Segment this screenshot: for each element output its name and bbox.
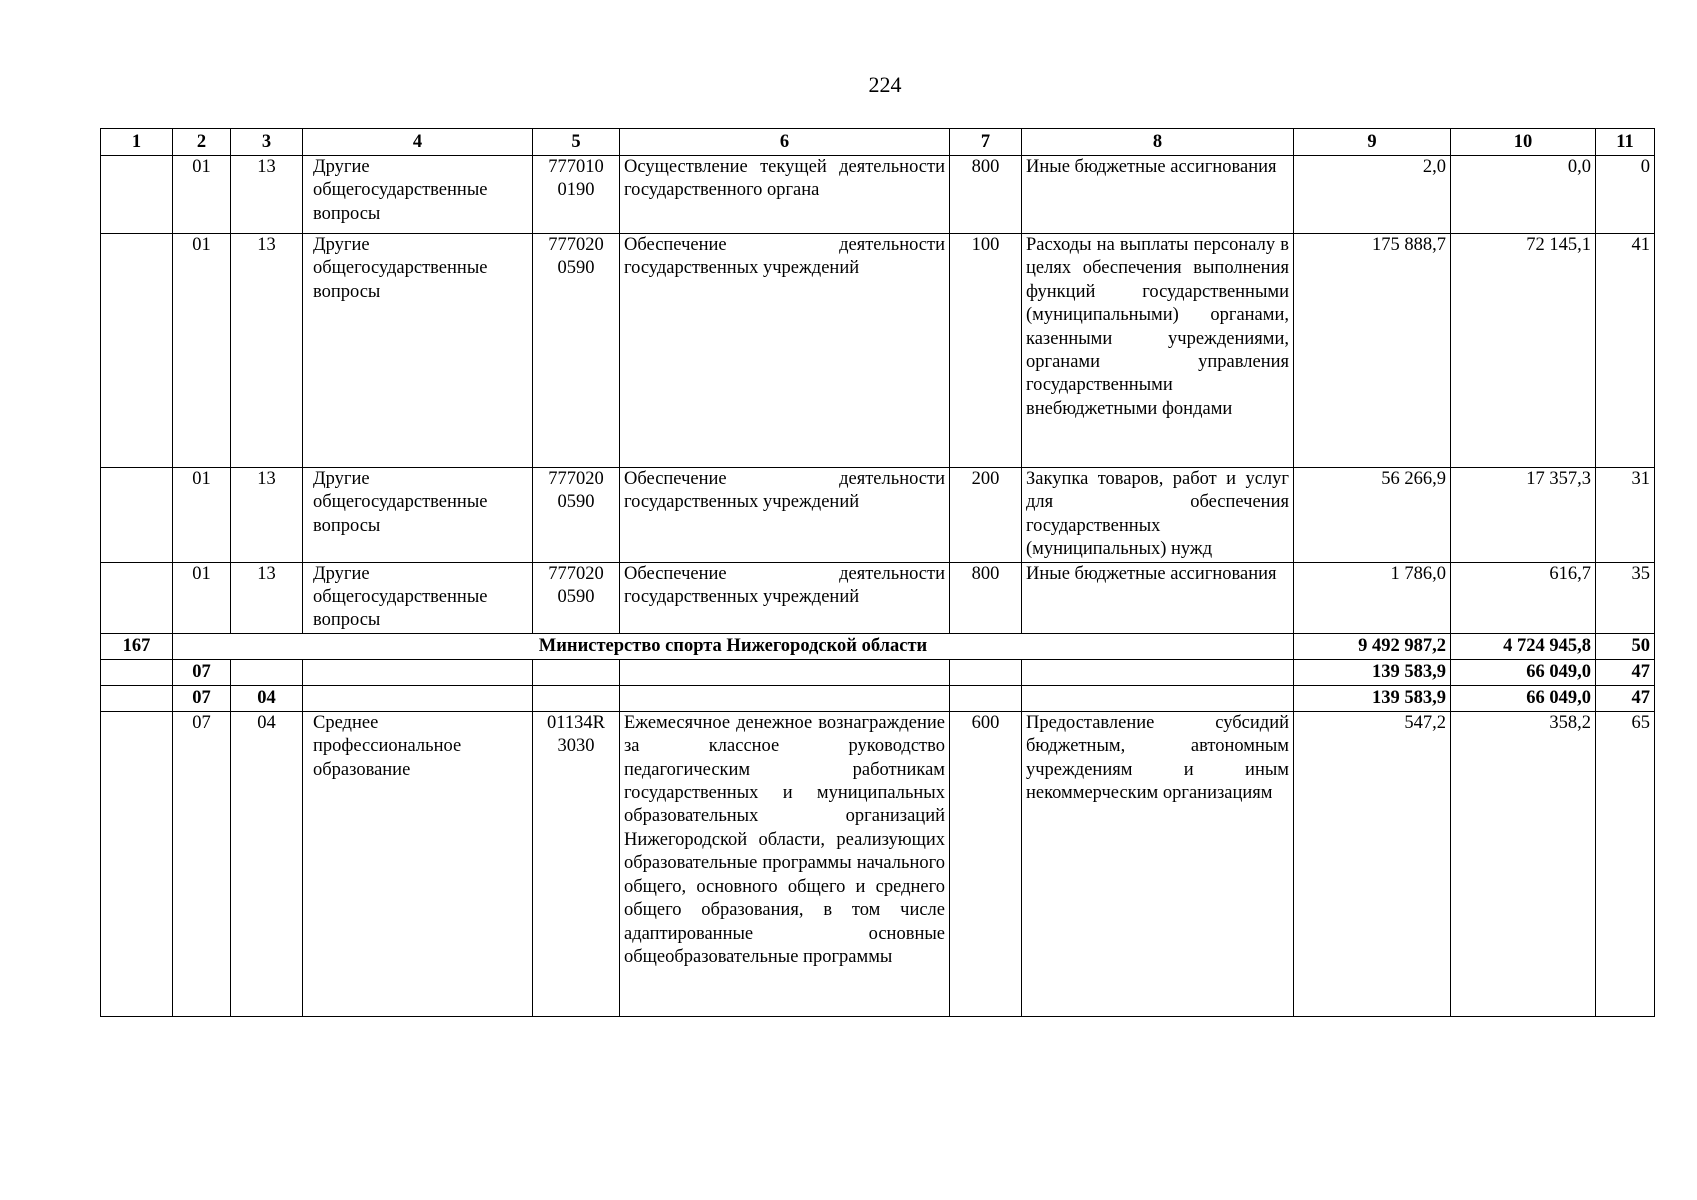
col-header-3: 3 [231,129,303,156]
cell-value-11: 65 [1596,711,1655,1016]
cell-expense-type: 200 [950,468,1022,563]
col-header-9: 9 [1294,129,1451,156]
cell-section: 01 [173,562,231,633]
cell-col1 [101,234,173,468]
col-header-11: 11 [1596,129,1655,156]
page-number: 224 [868,72,902,97]
cell-subsection-name: Другие общегосударственные вопросы [303,234,533,468]
cell-expense-type [950,659,1022,685]
cell-col1 [101,659,173,685]
cell-expense-type: 800 [950,156,1022,234]
cell-target-name [620,685,950,711]
cell-target-name: Обеспечение деятельности государственных учреждений [620,562,950,633]
cell-target-code: 777020 0590 [533,468,620,563]
cell-expense-type-name: Иные бюджетные ассигнования [1022,562,1294,633]
cell-section: 01 [173,156,231,234]
cell-expense-type: 600 [950,711,1022,1016]
col-header-4: 4 [303,129,533,156]
cell-subsection: 04 [231,685,303,711]
col-header-8: 8 [1022,129,1294,156]
cell-value-9: 2,0 [1294,156,1451,234]
cell-value-11: 47 [1596,659,1655,685]
cell-target-name: Обеспечение деятельности государственных учреждений [620,468,950,563]
cell-target-name: Осуществление текущей деятельности государственного органа [620,156,950,234]
cell-subsection-name [303,659,533,685]
cell-value-11: 41 [1596,234,1655,468]
cell-expense-type-name: Расходы на выплаты персоналу в целях обеспечения выполнения функций государственными (муниципальными) органами, казенными учреждениями, органами управления государственными внебюджетными фондами [1022,234,1294,468]
cell-section: 01 [173,234,231,468]
ministry-code: 167 [101,633,173,659]
cell-value-9: 1 786,0 [1294,562,1451,633]
cell-value-10: 4 724 945,8 [1451,633,1596,659]
cell-section: 07 [173,659,231,685]
cell-target-name: Ежемесячное денежное вознаграждение за классное руководство педагогическим работникам государственных и муниципальных образовательных организаций Нижегородской области, реализующих образовательные программы начального общего, основного общего и среднего общего образования, в том числе адаптированные основные общеобразовательные программы [620,711,950,1016]
cell-target-name: Обеспечение деятельности государственных учреждений [620,234,950,468]
cell-value-11: 47 [1596,685,1655,711]
cell-subsection: 04 [231,711,303,1016]
cell-subsection-name: Другие общегосударственные вопросы [303,562,533,633]
cell-value-9: 175 888,7 [1294,234,1451,468]
cell-col1 [101,711,173,1016]
cell-value-10: 358,2 [1451,711,1596,1016]
cell-target-name [620,659,950,685]
cell-subsection-name: Другие общегосударственные вопросы [303,156,533,234]
cell-expense-type: 800 [950,562,1022,633]
cell-col1 [101,468,173,563]
table-row [101,711,1655,1016]
subsection-row [101,685,1655,711]
cell-value-10: 616,7 [1451,562,1596,633]
header-row [101,129,1655,156]
cell-col1 [101,156,173,234]
ministry-row [101,633,1655,659]
cell-target-code [533,659,620,685]
cell-value-11: 0 [1596,156,1655,234]
col-header-2: 2 [173,129,231,156]
cell-value-9: 56 266,9 [1294,468,1451,563]
cell-value-11: 31 [1596,468,1655,563]
cell-expense-type-name [1022,685,1294,711]
cell-value-10: 0,0 [1451,156,1596,234]
cell-value-10: 17 357,3 [1451,468,1596,563]
cell-section: 01 [173,468,231,563]
cell-subsection: 13 [231,234,303,468]
cell-subsection-name: Другие общегосударственные вопросы [303,468,533,563]
cell-target-code: 01134R 3030 [533,711,620,1016]
cell-subsection: 13 [231,156,303,234]
col-header-5: 5 [533,129,620,156]
cell-col1 [101,562,173,633]
cell-target-code: 777020 0590 [533,234,620,468]
ministry-name: Министерство спорта Нижегородской области [173,633,1294,659]
cell-subsection: 13 [231,562,303,633]
cell-value-10: 66 049,0 [1451,685,1596,711]
cell-target-code [533,685,620,711]
cell-expense-type [950,685,1022,711]
cell-value-9: 139 583,9 [1294,659,1451,685]
cell-section: 07 [173,711,231,1016]
cell-expense-type: 100 [950,234,1022,468]
cell-target-code: 777020 0590 [533,562,620,633]
cell-value-10: 66 049,0 [1451,659,1596,685]
table-row [101,468,1655,563]
cell-value-11: 50 [1596,633,1655,659]
col-header-10: 10 [1451,129,1596,156]
cell-expense-type-name: Иные бюджетные ассигнования [1022,156,1294,234]
cell-expense-type-name: Закупка товаров, работ и услуг для обеспечения государственных (муниципальных) нужд [1022,468,1294,563]
cell-value-9: 9 492 987,2 [1294,633,1451,659]
cell-col1 [101,685,173,711]
cell-section: 07 [173,685,231,711]
cell-value-10: 72 145,1 [1451,234,1596,468]
cell-target-code: 777010 0190 [533,156,620,234]
cell-subsection [231,659,303,685]
col-header-1: 1 [101,129,173,156]
budget-table [100,128,1655,1017]
col-header-6: 6 [620,129,950,156]
table-row [101,234,1655,468]
cell-subsection-name: Среднее профессиональное образование [303,711,533,1016]
cell-subsection: 13 [231,468,303,563]
cell-expense-type-name: Предоставление субсидий бюджетным, автономным учреждениям и иным некоммерческим организациям [1022,711,1294,1016]
cell-expense-type-name [1022,659,1294,685]
table-row [101,562,1655,633]
table-row [101,156,1655,234]
cell-value-9: 547,2 [1294,711,1451,1016]
cell-value-11: 35 [1596,562,1655,633]
section-row [101,659,1655,685]
cell-value-9: 139 583,9 [1294,685,1451,711]
col-header-7: 7 [950,129,1022,156]
cell-subsection-name [303,685,533,711]
